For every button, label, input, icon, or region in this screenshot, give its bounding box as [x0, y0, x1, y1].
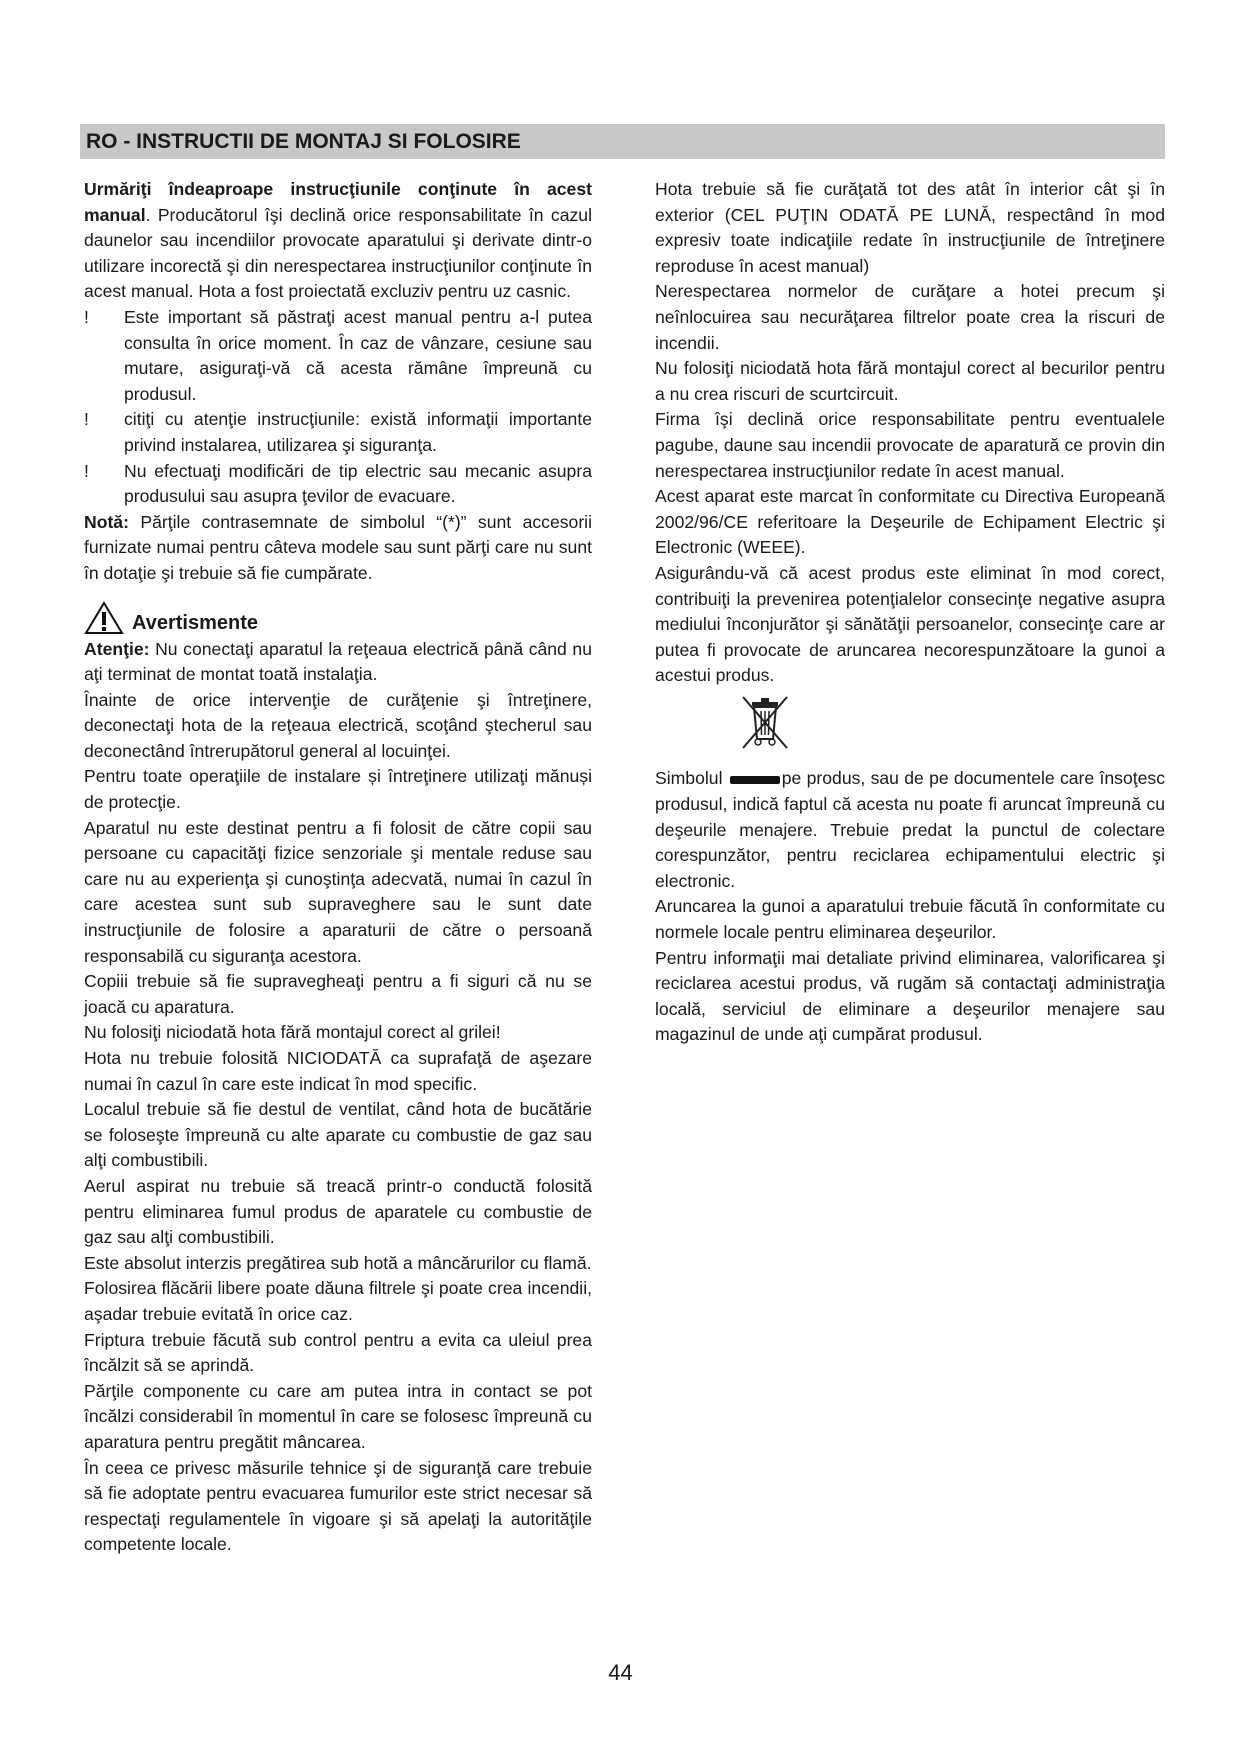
inline-bin-symbol-icon	[730, 776, 780, 784]
intro-text: . Producătorul îşi declină orice responsabilitate în cazul daunelor sau incendiilor provocate aparatului şi derivate dintr-o utilizare incorectă şi din nerespectarea instrucţiunilor conţinute în acest manual. Hota a fost proiectată excluziv pentru uz casnic.	[84, 204, 592, 302]
warning-paragraph: Copiii trebuie să fie supravegheaţi pentru a fi siguri că nu se joacă cu aparatura.	[84, 971, 592, 1017]
bullet-mark: !	[84, 460, 89, 481]
left-column	[84, 177, 592, 1558]
simbol-text-rest: pe produs, sau de pe documentele care însoţesc produsul, indică faptul că acesta nu poate fi aruncat împreună cu deşeurile menajere. Trebuie predat la punctul de colectare corespunzător, pentru reciclarea echipamentului electric şi electronic.	[655, 768, 1165, 891]
intro-bold: Urmăriţi îndeaproape instrucţiunile conţinute în acest manual	[84, 179, 592, 225]
bullet-text: Nu efectuaţi modificări de tip electric sau mecanic asupra produsului sau asupra ţevilor de evacuare.	[124, 460, 592, 507]
bullet-item	[84, 459, 592, 510]
note-label: Notă:	[84, 511, 129, 532]
warning-paragraph: Aparatul nu este destinat pentru a fi folosit de către copii sau persoane cu capacităţi fizice senzoriale şi mentale reduse sau care nu au experienţa şi cunoştinţa adecvată, numai în cazul în care acestea sunt sub supraveghere sau le sunt date instrucţiunile de folosire a aparaturii de către o persoană responsabilă cu siguranţa acestora.	[84, 817, 592, 966]
warning-paragraph: Este absolut interzis pregătirea sub hotă a mâncărurilor cu flamă.	[84, 1252, 592, 1273]
warnings-heading-text: Avertismente	[132, 611, 258, 634]
section-title: RO - INSTRUCTII DE MONTAJ SI FOLOSIRE	[86, 130, 521, 153]
section-header	[80, 124, 1165, 159]
bullet-item	[84, 305, 592, 407]
note-text: Părţile contrasemnate de simbolul “(*)” sunt accesorii furnizate numai pentru câteva modele sau sunt părţi care nu sunt în dotaţie şi trebuie să fie cumpărate.	[84, 511, 592, 583]
bullet-text: Este important să păstraţi acest manual pentru a-l putea consulta în orice moment. În caz de vânzare, cesiune sau mutare, asiguraţi-vă că acesta rămâne împreună cu produsul.	[124, 306, 592, 404]
attention-paragraph	[84, 637, 592, 688]
crossed-out-wheelie-bin-icon	[735, 693, 795, 751]
info-paragraph: Nerespectarea normelor de curăţare a hotei precum şi neînlocuirea sau necurăţarea filtrelor poate crea la riscuri de incendii.	[655, 281, 1165, 353]
warning-paragraph: În ceea ce privesc măsurile tehnice şi de siguranţă care trebuie să fie adoptate pentru evacuarea fumurilor este strict necesar să respectaţi regulamentele în vigoare şi să apelaţi la autorităţile competente locale.	[84, 1457, 592, 1555]
warnings-heading	[84, 601, 592, 635]
info-paragraph: Nu folosiţi niciodată hota fără montajul corect al becurilor pentru a nu crea riscuri de scurtcircuit.	[655, 358, 1165, 404]
bullet-text: citiţi cu atenţie instrucţiunile: există informaţii importante privind instalarea, utilizarea şi siguranţa.	[124, 409, 592, 455]
intro-paragraph	[84, 177, 592, 305]
right-column	[655, 177, 1165, 1048]
attention-text: Nu conectaţi aparatul la reţeaua electrică până când nu aţi terminat de montat toată instalaţia.	[84, 638, 592, 685]
warning-paragraph: Localul trebuie să fie destul de ventilat, când hota de bucătărie se foloseşte împreună cu alte aparate cu combustie de gaz sau alţi combustibili.	[84, 1099, 592, 1171]
warning-paragraph: Pentru toate operaţiile de instalare și întreţinere utilizaţi mănuși de protecţie.	[84, 766, 592, 813]
simbol-text-start: Simbolul	[655, 768, 728, 789]
warning-triangle-icon	[84, 601, 124, 635]
info-paragraph: Asigurându-vă că acest produs este eliminat în mod corect, contribuiţi la prevenirea potenţialelor consecinţe negative asupra mediului înconjurător şi sănătăţii persoanelor, consecinţe care ar putea fi provocate de aruncarea necorespunzătoare la gunoi a acestui produs.	[655, 562, 1165, 686]
info-paragraph: Pentru informaţii mai detaliate privind eliminarea, valorificarea şi reciclarea acestui produs, vă rugăm să contactaţi administraţia locală, serviciul de eliminare a deşeurilor menajere sau magazinul de unde aţi cumpărat produsul.	[655, 947, 1165, 1045]
simbol-paragraph	[655, 766, 1165, 894]
bullet-mark: !	[84, 306, 89, 327]
note-paragraph	[84, 510, 592, 587]
warning-paragraph: Părţile componente cu care am putea intra in contact se pot încălzi considerabil în momentul în care se folosesc împreună cu aparatura pentru pregătit mâncarea.	[84, 1380, 592, 1452]
warning-paragraph: Folosirea flăcării libere poate dăuna filtrele şi poate crea incendii, aşadar trebuie evitată în orice caz.	[84, 1278, 592, 1324]
info-paragraph: Firma îşi declină orice responsabilitate pentru eventualele pagube, daune sau incendii provocate de aparatură ce provin din nerespectarea instrucţiunilor redate în acest manual.	[655, 409, 1165, 481]
info-paragraph: Aruncarea la gunoi a aparatului trebuie făcută în conformitate cu normele locale pentru eliminarea deşeurilor.	[655, 896, 1165, 943]
warning-paragraph: Hota nu trebuie folosită NICIODATĂ ca suprafaţă de aşezare numai în cazul în care este indicat în mod specific.	[84, 1048, 592, 1094]
warning-paragraph: Aerul aspirat nu trebuie să treacă printr-o conductă folosită pentru eliminarea fumul produs de aparatele cu combustie de gaz sau alţi combustibili.	[84, 1175, 592, 1248]
page-number: 44	[608, 1660, 633, 1685]
warning-paragraph: Înainte de orice intervenţie de curăţenie şi întreţinere, deconectaţi hota de la reţeaua electrică, scoţând ştecherul sau deconectând întrerupătorul general al locuinţei.	[84, 689, 592, 761]
bullet-item	[84, 407, 592, 458]
attention-label: Atenţie:	[84, 638, 150, 659]
warning-paragraph: Nu folosiţi niciodată hota fără montajul corect al grilei!	[84, 1022, 501, 1043]
info-paragraph: Acest aparat este marcat în conformitate cu Directiva Europeană 2002/96/CE referitoare la Deşeurile de Echipament Electric şi Electronic (WEEE).	[655, 486, 1165, 558]
bullet-mark: !	[84, 409, 89, 430]
warning-paragraph: Friptura trebuie făcută sub control pentru a evita ca uleiul prea încălzit să se aprindă.	[84, 1329, 592, 1376]
info-paragraph: Hota trebuie să fie curăţată tot des atât în interior cât şi în exterior (CEL PUŢIN ODATĂ PE LUNĂ, respectând în mod expresiv toate indicaţiile redate în instrucţiunile de întreţinere reproduse în acest manual)	[655, 179, 1165, 276]
